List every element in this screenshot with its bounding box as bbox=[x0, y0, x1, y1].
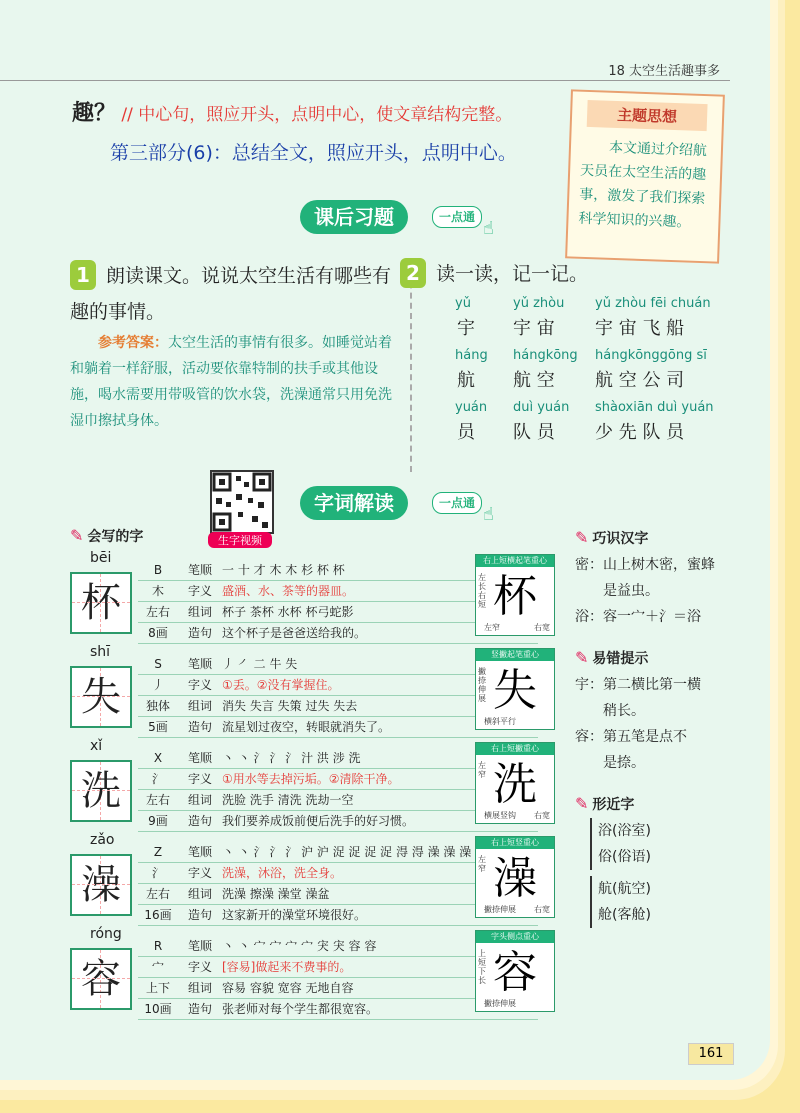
structure: 左右 bbox=[145, 605, 170, 619]
word-pinyin: hángkōng bbox=[513, 348, 578, 363]
tips-1-line: 密：山上树木密，蜜蜂 bbox=[575, 557, 715, 573]
word-pinyin: háng bbox=[455, 348, 488, 363]
pencil-icon: ✎ bbox=[575, 648, 589, 667]
char-entry bbox=[70, 550, 470, 642]
char-grid bbox=[70, 760, 132, 822]
stroke-order: 丶 丶 氵 氵 氵 汁 洪 涉 洗 bbox=[222, 751, 361, 765]
structure: 上下 bbox=[145, 981, 170, 995]
stroke-order: 丶 丶 宀 宀 宀 宀 宊 宊 容 容 bbox=[222, 939, 377, 953]
label-meaning: 字义 bbox=[187, 772, 212, 786]
question-2-number: 2 bbox=[400, 258, 426, 288]
model-tip-top: 右上短竖重心 bbox=[476, 837, 554, 849]
label-sentence: 造句 bbox=[187, 1002, 212, 1016]
page-number: 161 bbox=[688, 1043, 734, 1065]
similar-word: 浴(浴室) bbox=[598, 823, 651, 839]
sentence: 这家新开的澡堂环境很好。 bbox=[222, 908, 367, 922]
char-entry bbox=[70, 644, 470, 736]
word-text: 员 bbox=[457, 422, 475, 443]
question-1-number: 1 bbox=[70, 260, 96, 290]
label-order: 笔顺 bbox=[187, 845, 212, 859]
similar-word: 俗(俗语) bbox=[598, 849, 651, 865]
model-char-box bbox=[475, 648, 555, 730]
summary-line-2: 第三部分(6)：总结全文，照应开头，点明中心。 bbox=[110, 142, 517, 164]
char-entry bbox=[70, 738, 470, 830]
answer-label: 参考答案： bbox=[98, 335, 168, 351]
structure: 左右 bbox=[145, 793, 170, 807]
right-title-3-text: 形近字 bbox=[592, 797, 635, 813]
tips-1-line: 是益虫。 bbox=[603, 583, 659, 599]
word-text: 队 员 bbox=[513, 422, 555, 443]
label-order: 笔顺 bbox=[187, 751, 212, 765]
words: 容易 容貌 宽容 无地自容 bbox=[222, 981, 354, 995]
model-tip-br: 右宽 bbox=[534, 623, 550, 632]
question-1 bbox=[70, 258, 395, 330]
vocab-banner-tag: 一点通 bbox=[432, 492, 482, 514]
write-title bbox=[70, 526, 143, 546]
model-tip-top: 右上短撇重心 bbox=[476, 743, 554, 755]
strokes: 10画 bbox=[144, 1002, 172, 1016]
model-tip-left: 上短下长 bbox=[478, 949, 486, 985]
label-meaning: 字义 bbox=[187, 584, 212, 598]
sentence: 流星划过夜空，转眼就消失了。 bbox=[222, 720, 391, 734]
char-entry bbox=[70, 926, 470, 1018]
write-title-text: 会写的字 bbox=[87, 529, 144, 545]
similar-word: 舱(客舱) bbox=[598, 907, 651, 923]
exercise-banner-tag: 一点通 bbox=[432, 206, 482, 228]
initial: X bbox=[153, 751, 163, 765]
radical: 丿 bbox=[151, 678, 164, 692]
char-glyph: 澡 bbox=[81, 862, 121, 908]
model-char: 杯 bbox=[493, 571, 537, 622]
right-title-2 bbox=[575, 648, 648, 668]
initial: S bbox=[154, 657, 162, 671]
tips-2-line: 容：第五笔是点不 bbox=[575, 729, 687, 745]
question-2 bbox=[400, 258, 588, 290]
sentence: 我们要养成饭前便后洗手的好习惯。 bbox=[222, 814, 415, 828]
strokes: 8画 bbox=[148, 626, 168, 640]
radical: 氵 bbox=[151, 866, 164, 880]
char-glyph: 洗 bbox=[81, 768, 121, 814]
structure: 左右 bbox=[145, 887, 170, 901]
word-pinyin: yǔ bbox=[455, 296, 471, 311]
word-text: 航 空 bbox=[513, 370, 555, 391]
meaning: ①用水等去掉污垢。②清除干净。 bbox=[222, 772, 400, 786]
word-text: 航 空 公 司 bbox=[595, 370, 685, 391]
label-words: 组词 bbox=[187, 605, 212, 619]
radical: 氵 bbox=[151, 772, 164, 786]
meaning: 盛酒、水、茶等的器皿。 bbox=[222, 584, 355, 598]
words: 洗脸 洗手 清洗 洗劫一空 bbox=[222, 793, 354, 807]
label-sentence: 造句 bbox=[187, 720, 212, 734]
qr-code[interactable] bbox=[210, 470, 274, 534]
model-tip-left: 左窄 bbox=[478, 855, 486, 873]
stroke-order: 丿 ㇒ 二 牛 失 bbox=[222, 657, 298, 671]
strokes: 16画 bbox=[144, 908, 172, 922]
label-words: 组词 bbox=[187, 699, 212, 713]
model-tip-top: 字头侧点重心 bbox=[476, 931, 554, 943]
label-sentence: 造句 bbox=[187, 908, 212, 922]
tips-2-line: 是捺。 bbox=[603, 755, 645, 771]
question-1-text: 朗读课文。说说太空生活有哪些有趣的事情。 bbox=[70, 265, 392, 323]
stroke-order: 一 十 才 木 木 杉 杯 杯 bbox=[222, 563, 345, 577]
right-title-2-text: 易错提示 bbox=[592, 651, 649, 667]
label-sentence: 造句 bbox=[187, 814, 212, 828]
tips-2-line: 宇：第二横比第一横 bbox=[575, 677, 701, 693]
initial: R bbox=[153, 939, 163, 953]
strokes: 5画 bbox=[148, 720, 168, 734]
structure: 独体 bbox=[145, 699, 170, 713]
tips-1 bbox=[575, 552, 715, 630]
column-divider bbox=[410, 262, 412, 472]
theme-text: 本文通过介绍航天员在太空生活的趣事，激发了我们探索科学知识的兴趣。 bbox=[578, 139, 708, 231]
word-pinyin: yǔ zhòu bbox=[513, 296, 565, 311]
word-text: 宇 宙 bbox=[513, 318, 555, 339]
label-order: 笔顺 bbox=[187, 939, 212, 953]
radical: 木 bbox=[151, 584, 164, 598]
word-text: 少 先 队 员 bbox=[595, 422, 685, 443]
model-tip-bl: 撇捺伸展 bbox=[484, 905, 516, 914]
tips-2-line: 稍长。 bbox=[603, 703, 645, 719]
tips-2 bbox=[575, 672, 701, 776]
label-meaning: 字义 bbox=[187, 866, 212, 880]
word-pinyin: yǔ zhòu fēi chuán bbox=[595, 296, 711, 311]
char-glyph: 失 bbox=[81, 674, 121, 720]
model-char: 澡 bbox=[493, 853, 537, 904]
model-char: 失 bbox=[493, 665, 537, 716]
char-pinyin: bēi bbox=[90, 550, 112, 566]
char-pinyin: shī bbox=[90, 644, 111, 660]
char-grid bbox=[70, 666, 132, 728]
header-rule bbox=[0, 80, 730, 81]
strokes: 9画 bbox=[148, 814, 168, 828]
exercise-banner-title: 课后习题 bbox=[314, 205, 394, 229]
qr-code-icon bbox=[212, 472, 272, 532]
model-char-box bbox=[475, 930, 555, 1012]
summary-line-1-big: 趣？ bbox=[72, 101, 117, 126]
char-entry bbox=[70, 832, 472, 924]
stroke-order: 丶 丶 氵 氵 氵 沪 沪 浞 浞 浞 浞 淂 淂 澡 澡 澡 bbox=[222, 845, 472, 859]
model-tip-top: 竖撇起笔重心 bbox=[476, 649, 554, 661]
label-words: 组词 bbox=[187, 887, 212, 901]
model-char-box bbox=[475, 742, 555, 824]
model-tip-bl: 横斜平行 bbox=[484, 717, 516, 726]
label-sentence: 造句 bbox=[187, 626, 212, 640]
label-order: 笔顺 bbox=[187, 563, 212, 577]
word-text: 宇 bbox=[457, 318, 475, 339]
word-pinyin: yuán bbox=[455, 400, 488, 415]
word-pinyin: duì yuán bbox=[513, 400, 570, 415]
model-char-box bbox=[475, 836, 555, 918]
char-glyph: 容 bbox=[81, 956, 121, 1002]
model-tip-left: 撇捺伸展 bbox=[478, 667, 486, 703]
right-title-1 bbox=[575, 528, 648, 548]
similar-group-2 bbox=[590, 876, 651, 928]
model-tip-top: 右上短横起笔重心 bbox=[476, 555, 554, 567]
char-pinyin: zǎo bbox=[90, 832, 115, 848]
initial: Z bbox=[153, 845, 163, 859]
model-tip-br: 右宽 bbox=[534, 811, 550, 820]
model-tip-left: 左长右短 bbox=[478, 573, 486, 609]
char-grid bbox=[70, 854, 132, 916]
model-char-box bbox=[475, 554, 555, 636]
model-tip-bl: 撇捺伸展 bbox=[484, 999, 516, 1008]
char-glyph: 杯 bbox=[81, 580, 121, 626]
char-pinyin: róng bbox=[90, 926, 122, 942]
label-words: 组词 bbox=[187, 793, 212, 807]
theme-note bbox=[565, 89, 725, 263]
model-tip-bl: 左窄 bbox=[484, 623, 500, 632]
words: 消失 失言 失策 过失 失去 bbox=[222, 699, 358, 713]
qr-label: 生字视频 bbox=[208, 532, 272, 548]
pointing-hand-icon: ☝ bbox=[483, 218, 494, 239]
answer-text: 太空生活的事情有很多。如睡觉站着和躺着一样舒服，活动要依靠特制的扶手或其他设施，喝水需要用带吸管的饮水袋，洗澡通常只用免洗湿巾擦拭身体。 bbox=[70, 335, 392, 429]
model-char: 容 bbox=[493, 947, 537, 998]
pencil-icon: ✎ bbox=[70, 526, 84, 545]
similar-group-1 bbox=[590, 818, 651, 870]
question-1-answer bbox=[70, 330, 395, 434]
summary-line-1-text: // 中心句，照应开头，点明中心，使文章结构完整。 bbox=[121, 105, 513, 125]
summary-line-1 bbox=[72, 96, 512, 127]
word-text: 航 bbox=[457, 370, 475, 391]
pointing-hand-icon: ☝ bbox=[483, 504, 494, 525]
exercise-banner bbox=[300, 200, 494, 239]
meaning: [容易]做起来不费事的。 bbox=[222, 960, 352, 974]
char-pinyin: xǐ bbox=[90, 738, 103, 754]
label-meaning: 字义 bbox=[187, 678, 212, 692]
vocab-banner bbox=[300, 486, 494, 525]
sentence: 张老师对每个学生都很宽容。 bbox=[222, 1002, 379, 1016]
words: 杯子 茶杯 水杯 杯弓蛇影 bbox=[222, 605, 354, 619]
word-pinyin: hángkōnggōng sī bbox=[595, 348, 707, 363]
meaning: ①丢。②没有掌握住。 bbox=[222, 678, 340, 692]
char-grid bbox=[70, 572, 132, 634]
lesson-title: 18 太空生活趣事多 bbox=[608, 64, 720, 79]
pencil-icon: ✎ bbox=[575, 528, 589, 547]
model-tip-br: 右宽 bbox=[534, 905, 550, 914]
words: 洗澡 擦澡 澡堂 澡盆 bbox=[222, 887, 330, 901]
label-meaning: 字义 bbox=[187, 960, 212, 974]
sentence: 这个杯子是爸爸送给我的。 bbox=[222, 626, 367, 640]
model-tip-left: 左窄 bbox=[478, 761, 486, 779]
initial: B bbox=[153, 563, 163, 577]
model-tip-bl: 横展竖钩 bbox=[484, 811, 516, 820]
tips-1-line: 浴：容一宀＋氵＝浴 bbox=[575, 609, 701, 625]
theme-title: 主题思想 bbox=[587, 100, 708, 131]
pencil-icon: ✎ bbox=[575, 794, 589, 813]
vocab-banner-title: 字词解读 bbox=[314, 491, 394, 515]
similar-word: 航(航空) bbox=[598, 881, 651, 897]
char-grid bbox=[70, 948, 132, 1010]
right-title-3 bbox=[575, 794, 634, 814]
right-title-1-text: 巧识汉字 bbox=[592, 531, 649, 547]
radical: 宀 bbox=[151, 960, 164, 974]
word-text: 宇 宙 飞 船 bbox=[595, 318, 685, 339]
word-pinyin: shàoxiān duì yuán bbox=[595, 400, 714, 415]
model-char: 洗 bbox=[493, 759, 537, 810]
label-words: 组词 bbox=[187, 981, 212, 995]
label-order: 笔顺 bbox=[187, 657, 212, 671]
meaning: 洗澡，沐浴，洗全身。 bbox=[222, 866, 343, 880]
question-2-text: 读一读，记一记。 bbox=[436, 263, 589, 285]
